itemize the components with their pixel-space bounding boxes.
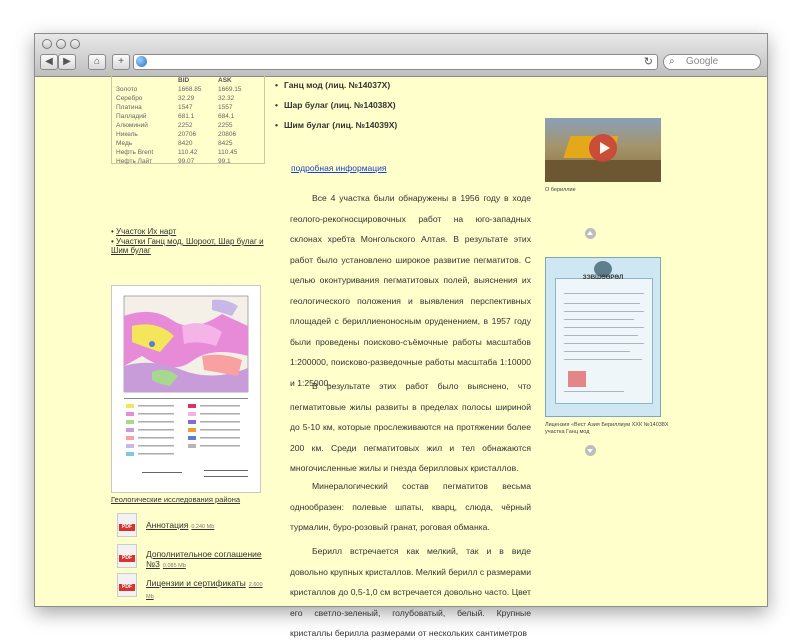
download-licenses-link[interactable]: Лицензии и сертификаты 2.600 Mb xyxy=(146,578,263,600)
license-bullet: • Шар булаг (лиц. №14038Х) xyxy=(284,100,396,110)
body-paragraph: Все 4 участка были обнаружены в 1956 году в ходе геолого-рекогносцировочных работ на юго-западных склонах хребта Монгольского Алтая. В результате этих работ было установлено широкое развитие пегматитов. С целью оконтуривания пегматитовых полей, выяснения их геологического положения и выявления перспективных площадей с бериллиеноносным оруденением, в 1957 году были проведены поисково-съёмочные работы масштабов 1:200000, поисково-разведочные работы масштаба 1:10000 и 1:25000. xyxy=(290,193,531,388)
download-annotation-link[interactable]: Аннотация 0.240 Mb xyxy=(146,520,215,530)
table-row: Алюминий 2252 2255 xyxy=(116,122,233,129)
table-row: Золото 1668.85 1669.15 xyxy=(116,86,242,93)
geology-map-drawing xyxy=(112,286,260,492)
download-agreement-link[interactable]: Дополнительное соглашение №3 0.085 Mb xyxy=(146,549,262,569)
back-button[interactable]: ◀ xyxy=(40,54,58,70)
search-field[interactable] xyxy=(663,54,761,70)
license-certificate-image[interactable] xyxy=(545,257,661,417)
quotes-header-row: BID ASK xyxy=(178,77,232,84)
minimize-window-button[interactable] xyxy=(56,39,66,49)
play-icon[interactable] xyxy=(589,134,617,162)
license-bullet: • Шим булаг (лиц. №14039Х) xyxy=(284,120,397,130)
page-content xyxy=(35,77,767,638)
table-row: Никель 20706 20806 xyxy=(116,131,237,138)
globe-icon xyxy=(136,56,147,67)
metal-quotes-table xyxy=(111,71,265,164)
table-row: Медь 8420 8425 xyxy=(116,140,233,147)
pdf-icon[interactable]: PDF xyxy=(117,544,137,568)
table-row: Платина 1547 1557 xyxy=(116,104,233,111)
address-bar[interactable] xyxy=(133,54,658,70)
certificate-heading: ЗЭВШӨӨРӨЛ xyxy=(582,275,624,281)
home-button[interactable]: ⌂ xyxy=(88,54,106,70)
list-item[interactable]: • Участки Ганц мод, Шороот, Шар булаг и Шим булаг xyxy=(111,237,264,255)
pdf-icon[interactable]: PDF xyxy=(117,513,137,537)
pdf-icon[interactable]: PDF xyxy=(117,573,137,597)
scroll-up-arrow-icon[interactable] xyxy=(585,228,596,239)
certificate-caption: Лицензия «Вест Азия Бериллиум XXК №14038Х участка Ганц мод xyxy=(545,422,669,435)
scroll-down-arrow-icon[interactable] xyxy=(585,445,596,456)
stamp-icon xyxy=(568,371,586,387)
reload-icon[interactable]: ↻ xyxy=(643,56,653,68)
geology-map-image[interactable] xyxy=(111,285,261,493)
video-caption: О бериллие xyxy=(545,187,576,193)
zoom-window-button[interactable] xyxy=(70,39,80,49)
body-paragraph: Минералогический состав пегматитов весьма однообразен: полевые шпаты, кварц, слюда, чёрный турмалин, буро-розовый гранат, роговая обманка. xyxy=(290,481,531,532)
more-info-link[interactable]: подробная информация xyxy=(291,163,387,173)
forward-button[interactable]: ▶ xyxy=(58,54,76,70)
table-row: Нефть Brent 110.42 110.45 xyxy=(116,149,238,156)
list-item[interactable]: • Участок Их нарт xyxy=(111,227,177,236)
browser-window xyxy=(34,33,768,638)
map-caption[interactable]: Геологические исследования района xyxy=(111,495,241,504)
body-paragraph: В результате этих работ было выяснено, что пегматитовые жилы развиты в пределах полосы шириной до 5-10 км, которые прослеживаются на протяжении более 200 км. Среди пегматитовых жил и тел обнажаются многочисленные жилы и гнезда берилловых кристаллов. xyxy=(290,381,531,473)
table-row: Серебро 32.29 32.32 xyxy=(116,95,235,102)
area-links xyxy=(111,227,271,256)
body-paragraph: Берилл встречается как мелкий, так и в виде довольно крупных кристаллов. Мелкий берилл с размерами кристаллов до 0,5-1,0 см встречается довольно часто. Цвет его светло-зеленый, голубоватый, белый. Крупные кристаллы берилла размерами от нескольких сантиметров xyxy=(290,546,531,638)
video-thumbnail[interactable] xyxy=(545,118,661,182)
add-bookmark-button[interactable]: + xyxy=(112,54,130,70)
table-row: Палладий 681.1 684.1 xyxy=(116,113,235,120)
search-placeholder: Google xyxy=(686,56,719,67)
search-icon: ⌕ xyxy=(669,56,675,67)
table-row: Нефть Лайт 99.07 99.1 xyxy=(116,158,231,165)
close-window-button[interactable] xyxy=(42,39,52,49)
license-bullet: • Ганц мод (лиц. №14037Х) xyxy=(284,80,390,90)
